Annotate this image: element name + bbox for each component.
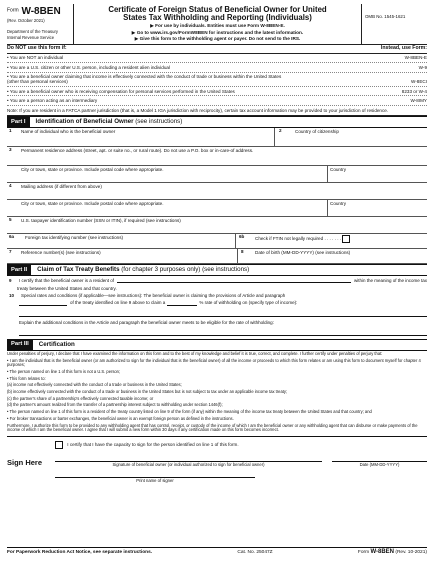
instruction-row bbox=[7, 73, 427, 88]
form-header bbox=[7, 4, 427, 45]
revision-date: (Rev. October 2021) bbox=[7, 17, 45, 23]
line-4-city bbox=[7, 200, 427, 217]
city-label: City or town, state or province. Include postal code where appropriate. bbox=[21, 200, 164, 206]
form-footer bbox=[7, 547, 427, 556]
certification-item: • For broker transactions or barter exchanges, the beneficial owner is an exempt foreign person as defined in the instructions. bbox=[7, 415, 234, 421]
instruction-form: W-8IMY bbox=[410, 97, 427, 103]
instruction-form: 8233 or W-4 bbox=[401, 88, 427, 94]
dob-field[interactable] bbox=[253, 249, 427, 263]
name-field[interactable] bbox=[19, 128, 275, 146]
signature-area bbox=[7, 436, 427, 489]
print-name-label: Print name of signer bbox=[136, 477, 174, 483]
line-1-2 bbox=[7, 128, 427, 147]
capacity-checkbox[interactable] bbox=[55, 441, 63, 449]
treaty-country-field[interactable] bbox=[117, 278, 351, 283]
name-label: Name of individual who is the beneficial owner bbox=[21, 128, 116, 134]
date-label: Date (MM-DD-YYYY) bbox=[359, 461, 400, 467]
form-id-block bbox=[7, 4, 74, 44]
us-tin-label: U.S. taxpayer identification number (SSN or ITIN), if required (see instructions) bbox=[21, 217, 181, 223]
rate-field[interactable] bbox=[167, 300, 197, 305]
certification-item: (a) income not effectively connected with the conduct of a trade or business in the United States; bbox=[7, 382, 182, 388]
certification-item: • This form relates to: bbox=[7, 375, 46, 381]
fatca-note: Note: If you are resident in a FATCA partner jurisdiction (that is, a Model 1 IGA jurisdiction with reciprocity), certain tax account information may be provided to your jurisdiction of residence. bbox=[7, 106, 427, 116]
do-not-use-label: Do NOT use this form if: bbox=[7, 45, 67, 51]
line-5[interactable] bbox=[7, 217, 427, 234]
agency: Internal Revenue Service bbox=[7, 35, 55, 41]
signature-field[interactable] bbox=[55, 461, 322, 468]
ftin-check-label: Check if FTIN not legally required . . . . . . . bbox=[255, 236, 342, 242]
mailing-city-field[interactable] bbox=[19, 200, 328, 216]
authorization-text: Furthermore, I authorize this form to be provided to any withholding agent that has control, receipt, or custody of the income of which I am the beneficial owner or any withholding agent that can disburse or make payments of the income of which I am the beneficial owner. I agree that I will submit a new form within 30 days if any certification made on this form becomes incorrect. bbox=[7, 422, 418, 433]
line-number: 1 bbox=[9, 127, 12, 133]
part1-title bbox=[36, 118, 183, 125]
line-number: 2 bbox=[279, 127, 282, 133]
instead-use-label: Instead, use Form: bbox=[380, 45, 427, 51]
footer-revision: (Rev. 10-2021) bbox=[395, 550, 427, 556]
country-label: Country bbox=[330, 166, 347, 172]
part1-title-note: (see instructions) bbox=[133, 118, 183, 126]
line-6 bbox=[7, 234, 427, 249]
reference-field[interactable] bbox=[19, 249, 238, 263]
omb-number: OMB No. 1545-1621 bbox=[365, 14, 406, 19]
article-field[interactable] bbox=[19, 300, 67, 305]
certification-item: • I am the individual that is the beneficial owner (or am authorized to sign for the individual that is the beneficial owner) of all the income or proceeds to which this form relates or am using this form to document myself for chapter 4 purposes; bbox=[7, 357, 421, 368]
part3-label: Part III bbox=[7, 340, 33, 350]
instruction-form: W-8BEN-E bbox=[404, 55, 427, 61]
part1-title-text: Identification of Beneficial Owner bbox=[35, 118, 134, 126]
instruction-form: W-9 bbox=[418, 64, 427, 70]
header-bullet-1: ▶ For use by individuals. Entities must use Form W-8BEN-E. bbox=[150, 23, 285, 29]
certification-item: • The person named on line 1 of this form is a resident of the treaty country listed on line 9 of the form (if any) within the meaning of the income tax treaty between the United States and that country; and bbox=[7, 409, 372, 415]
dob-label: Date of birth (MM-DD-YYYY) (see instructions) bbox=[255, 249, 351, 255]
instruction-form: W-8ECI bbox=[411, 79, 427, 85]
part2-title-text: Claim of Tax Treaty Benefits bbox=[37, 266, 120, 274]
line-3[interactable] bbox=[7, 147, 427, 166]
header-bullet-2: ▶ Go to www.irs.gov/FormW8BEN for instructions and the latest information. bbox=[131, 29, 304, 35]
treaty-between-text: treaty between the United States and that country. bbox=[17, 286, 117, 292]
footer-form-id bbox=[358, 549, 427, 556]
department: Department of the Treasury bbox=[7, 29, 58, 35]
conditions-field[interactable] bbox=[19, 327, 427, 336]
line-number: 10 bbox=[9, 293, 15, 299]
line-number: 3 bbox=[9, 146, 12, 152]
part2-header bbox=[7, 264, 427, 276]
certification-item: (c) the partner's share of a partnership's effectively connected taxable income; or bbox=[7, 395, 154, 401]
capacity-row bbox=[55, 441, 427, 449]
certification-intro: Under penalties of perjury, I declare that I have examined the information on this form and to the best of my knowledge and belief it is true, correct, and complete. I further certify under penalties of perjury that: bbox=[7, 350, 383, 356]
form-number: W-8BEN bbox=[21, 6, 61, 17]
part2-label: Part II bbox=[7, 265, 31, 275]
line-number: 9 bbox=[9, 277, 12, 283]
header-bullet-3: ▶ Give this form to the withholding agent or payer. Do not send to the IRS. bbox=[134, 36, 301, 42]
part1-header bbox=[7, 116, 427, 128]
part2-title-note: (for chapter 3 purposes only) (see instructions) bbox=[119, 266, 250, 274]
city-label: City or town, state or province. Include postal code where appropriate. bbox=[21, 166, 164, 172]
instruction-text: • You are a beneficial owner who is receiving compensation for personal services performed in the United States bbox=[7, 88, 235, 94]
ftin-not-required-checkbox[interactable] bbox=[342, 235, 350, 243]
citizenship-label: Country of citizenship bbox=[295, 128, 339, 134]
do-not-use-header bbox=[7, 45, 427, 54]
income-type-field[interactable] bbox=[19, 308, 427, 317]
instruction-text: • You are a U.S. citizen or other U.S. person, including a resident alien individual bbox=[7, 64, 170, 70]
instruction-text: • You are NOT an individual bbox=[7, 55, 64, 61]
residence-city-field[interactable] bbox=[19, 166, 328, 182]
certification-item: (b) income effectively connected with the conduct of a trade or business in the United States but is not subject to tax under an applicable income tax treaty; bbox=[7, 389, 288, 395]
certification-item: • The person named on line 1 of this form is not a U.S. person; bbox=[7, 368, 121, 374]
line-9 bbox=[7, 276, 427, 283]
reference-label: Reference number(s) (see instructions) bbox=[21, 249, 101, 255]
line-number: 4 bbox=[9, 182, 12, 188]
treaty-claim-text: of the treaty identified on line 9 above to claim a bbox=[70, 300, 166, 306]
line-number: 7 bbox=[9, 248, 12, 254]
footer-form-prefix: Form bbox=[357, 550, 370, 556]
part1-label: Part I bbox=[7, 117, 30, 127]
instruction-text: • You are a beneficial owner claiming that income is effectively connected with the conduct of trade or business within the United States (other than personal services) bbox=[7, 74, 282, 85]
form-page bbox=[7, 4, 427, 556]
capacity-text: I certify that I have the capacity to sign for the person identified on line 1 of this form. bbox=[67, 442, 239, 448]
catalog-number: Cat. No. 25047Z bbox=[237, 549, 273, 555]
line-number: 5 bbox=[9, 216, 12, 222]
country-label: Country bbox=[330, 200, 347, 206]
paperwork-notice: For Paperwork Reduction Act Notice, see separate instructions. bbox=[7, 549, 153, 555]
form-title-line2: States Tax Withholding and Reporting (Individuals) bbox=[123, 13, 312, 23]
form-prefix: Form bbox=[7, 7, 19, 14]
signature-label: Signature of beneficial owner (or individual authorized to sign for beneficial owner) bbox=[112, 461, 265, 467]
ftin-label: Foreign tax identifying number (see instructions) bbox=[25, 234, 124, 240]
line-number bbox=[7, 200, 19, 216]
form-title-line1: Certificate of Foreign Status of Beneficial Owner for United bbox=[108, 5, 327, 14]
instruction-row bbox=[7, 54, 427, 63]
line-4[interactable] bbox=[7, 183, 427, 200]
special-rates-text: Special rates and conditions (if applicable—see instructions): The beneficial owner is claiming the provisions of Article and paragraph bbox=[21, 293, 286, 299]
instruction-row bbox=[7, 87, 427, 96]
treaty-meaning-text: within the meaning of the income tax bbox=[353, 277, 427, 283]
sign-here-label: Sign Here bbox=[7, 457, 43, 467]
print-name-field[interactable] bbox=[55, 477, 255, 484]
print-name-line bbox=[55, 477, 427, 484]
citizenship-field[interactable] bbox=[293, 128, 427, 146]
form-title-block bbox=[74, 4, 361, 44]
rate-income-text: % rate of withholding on (specify type of income): bbox=[199, 300, 298, 306]
part2-title bbox=[37, 266, 249, 273]
omb-block bbox=[361, 4, 427, 44]
part3-title: Certification bbox=[38, 341, 75, 349]
signature-block bbox=[55, 437, 427, 489]
line-number bbox=[7, 166, 19, 182]
line-number: 8 bbox=[241, 248, 244, 254]
mailing-address-label: Mailing address (if different from above) bbox=[21, 183, 102, 189]
residence-address-label: Permanent residence address (street, apt. or suite no., or rural route). Do not use a P.O. box or in-care-of address. bbox=[21, 147, 254, 153]
mailing-country-field[interactable] bbox=[328, 200, 427, 216]
line-10-rate bbox=[7, 298, 427, 307]
date-field[interactable] bbox=[332, 461, 427, 468]
line-3-city bbox=[7, 166, 427, 183]
line-7-8 bbox=[7, 249, 427, 264]
part3-header bbox=[7, 339, 427, 351]
instruction-text: • You are a person acting as an intermediary bbox=[7, 97, 98, 103]
form-name bbox=[7, 6, 73, 18]
ftin-not-required bbox=[253, 234, 427, 248]
line-number: 6a bbox=[9, 233, 15, 239]
signature-line bbox=[55, 461, 427, 468]
instruction-row bbox=[7, 96, 427, 105]
residence-country-field[interactable] bbox=[328, 166, 427, 182]
line-number: 6b bbox=[239, 233, 245, 239]
ftin-field[interactable] bbox=[23, 234, 236, 248]
instruction-row bbox=[7, 63, 427, 72]
certification-item: (d) the partner's amount realized from the transfer of a partnership interest subject to withholding under section 1446(f); bbox=[7, 402, 223, 408]
footer-form-name: W-8BEN bbox=[370, 549, 394, 556]
treaty-resident-text: I certify that the beneficial owner is a resident of bbox=[19, 277, 115, 283]
additional-conditions-text: Explain the additional conditions in the Article and paragraph the beneficial owner meets to be eligible for the rate of withholding: bbox=[19, 319, 274, 325]
